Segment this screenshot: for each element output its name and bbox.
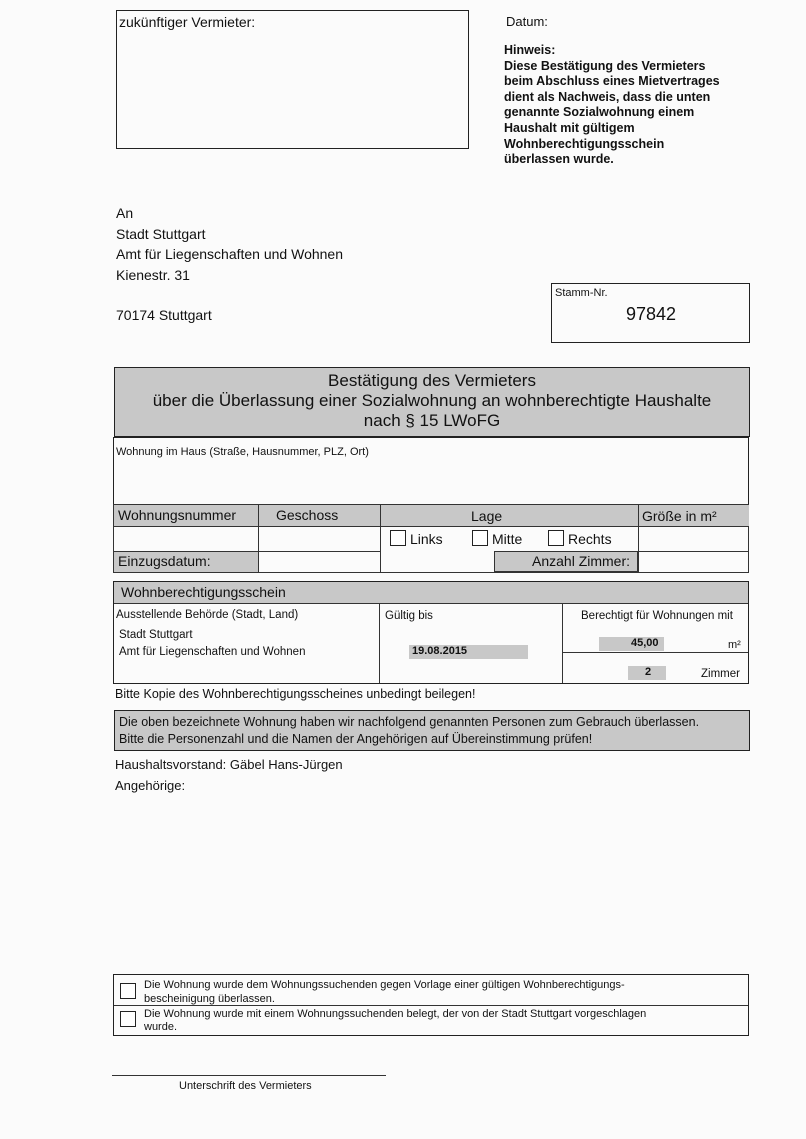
- geschoss-label: Geschoss: [276, 507, 339, 523]
- title-line: nach § 15 LWoFG: [363, 411, 501, 430]
- hinweis-line: genannte Sozialwohnung einem: [504, 105, 695, 120]
- option-vorschlag-checkbox[interactable]: [120, 1011, 136, 1027]
- groesse-label: Größe in m²: [642, 508, 717, 524]
- gueltig-value: 19.08.2015: [412, 645, 468, 657]
- geschoss-input[interactable]: [259, 527, 380, 551]
- option-line: Die Wohnung wurde mit einem Wohnungssuchenden belegt, der von der Stadt Stuttgart vorgeschlagen: [144, 1008, 647, 1020]
- angehoerige-label: Angehörige:: [115, 778, 186, 793]
- lage-links-label: Links: [410, 531, 443, 547]
- gueltig-label: Gültig bis: [385, 610, 433, 622]
- hinweis-line: beim Abschluss eines Mietvertrages: [504, 74, 720, 89]
- options-box: [113, 974, 749, 1036]
- wohnungsnummer-label: Wohnungsnummer: [118, 507, 237, 523]
- address-line: An: [116, 205, 134, 221]
- wohnung-address-label: Wohnung im Haus (Straße, Hausnummer, PLZ, Ort): [116, 446, 369, 458]
- flaeche-value: 45,00: [631, 637, 659, 649]
- einzugsdatum-label: Einzugsdatum:: [118, 553, 211, 569]
- address-line: Stadt Stuttgart: [116, 225, 206, 242]
- haushaltsvorstand: [115, 757, 343, 772]
- landlord-box[interactable]: [116, 10, 469, 149]
- zimmer-unit: Zimmer: [701, 668, 740, 680]
- option-vorlage-checkbox[interactable]: [120, 983, 136, 999]
- lage-rechts-checkbox[interactable]: [548, 530, 564, 546]
- option-vorschlag-text: [144, 1008, 646, 1034]
- hinweis-block: [504, 43, 720, 168]
- hinweis-line: Haushalt mit gültigem: [504, 120, 635, 135]
- wohnung-address-field[interactable]: [113, 437, 749, 505]
- behoerde-label: Ausstellende Behörde (Stadt, Land): [116, 609, 299, 621]
- wohnung-table: [113, 504, 749, 573]
- lage-links-checkbox[interactable]: [390, 530, 406, 546]
- wohnungsnummer-input[interactable]: [114, 527, 258, 551]
- zimmer-value: 2: [645, 666, 652, 678]
- option-vorlage-text: [144, 978, 625, 1006]
- flaeche-unit: m²: [728, 639, 741, 651]
- lage-mitte-checkbox[interactable]: [472, 530, 488, 546]
- einzugsdatum-input[interactable]: [259, 551, 380, 572]
- hinweis-title: Hinweis:: [504, 43, 556, 57]
- hinweis-line: Diese Bestätigung des Vermieters: [504, 58, 706, 73]
- hinweis-line: überlassen wurde.: [504, 152, 614, 167]
- signature-label: Unterschrift des Vermieters: [179, 1080, 312, 1092]
- haushaltsvorstand-name[interactable]: Gäbel Hans-Jürgen: [229, 757, 343, 772]
- anzahl-zimmer-label: Anzahl Zimmer:: [532, 553, 631, 569]
- behoerde-line2[interactable]: Amt für Liegenschaften und Wohnen: [119, 646, 306, 658]
- signature-line[interactable]: [112, 1075, 386, 1076]
- anzahl-zimmer-input[interactable]: [639, 551, 749, 572]
- title-line: Bestätigung des Vermieters: [328, 371, 536, 390]
- stamm-number: 97842: [626, 304, 677, 324]
- groesse-input[interactable]: [639, 527, 749, 551]
- hinweis-line: dient als Nachweis, dass die unten: [504, 89, 711, 104]
- haushaltsvorstand-label: Haushaltsvorstand:: [115, 757, 227, 772]
- kopie-note: Bitte Kopie des Wohnberechtigungsscheines unbedingt beilegen!: [115, 687, 476, 701]
- address-line: Kienestr. 31: [116, 266, 190, 283]
- lage-rechts-label: Rechts: [568, 531, 612, 547]
- lage-mitte-label: Mitte: [492, 531, 523, 547]
- address-line: Amt für Liegenschaften und Wohnen: [116, 246, 344, 262]
- form-title: [114, 367, 750, 437]
- berechtigt-label: Berechtigt für Wohnungen mit: [581, 610, 733, 622]
- notice-line: Bitte die Personenzahl und die Namen der Angehörigen auf Übereinstimmung prüfen!: [119, 732, 593, 746]
- behoerde-line1[interactable]: Stadt Stuttgart: [119, 629, 193, 641]
- col-lage-header: [381, 505, 638, 526]
- title-line: über die Überlassung einer Sozialwohnung an wohnberechtigte Haushalte: [152, 391, 712, 410]
- lage-label: Lage: [471, 508, 503, 524]
- recipient-address: [116, 203, 343, 285]
- landlord-label: zukünftiger Vermieter:: [119, 14, 256, 30]
- option-line: bescheinigung überlassen.: [144, 993, 275, 1005]
- wbs-header-label: Wohnberechtigungsschein: [121, 584, 286, 600]
- stamm-label: Stamm-Nr.: [555, 287, 608, 299]
- hinweis-line: Wohnberechtigungsschein: [504, 136, 665, 151]
- wbs-section: [113, 581, 749, 684]
- notice-banner: [114, 710, 750, 751]
- option-line: wurde.: [144, 1021, 178, 1033]
- address-city: 70174 Stuttgart: [116, 307, 212, 323]
- date-label: Datum:: [506, 14, 548, 29]
- notice-line: Die oben bezeichnete Wohnung haben wir nachfolgend genannten Personen zum Gebrauch überlassen.: [119, 715, 700, 729]
- option-line: Die Wohnung wurde dem Wohnungssuchenden gegen Vorlage einer gültigen Wohnberechtigungs-: [144, 979, 625, 991]
- stamm-box: [551, 283, 750, 343]
